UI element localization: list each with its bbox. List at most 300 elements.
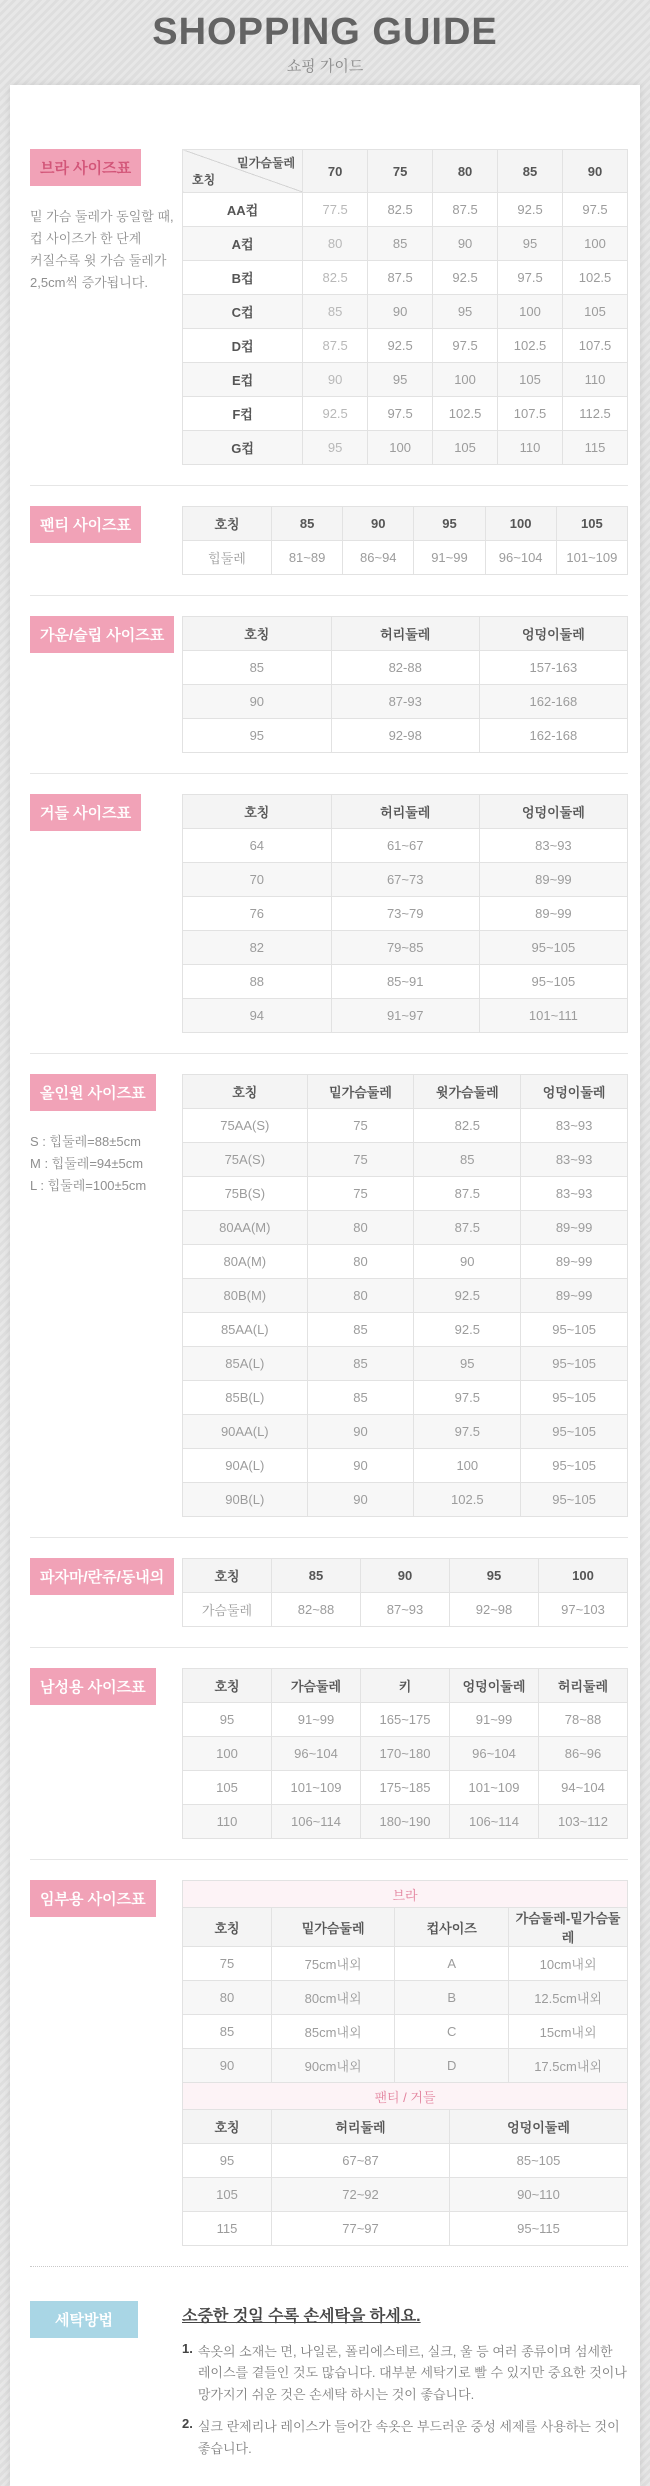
section-left-girdle (30, 794, 182, 831)
table-row (183, 1703, 628, 1737)
column-header-cell: 밑가슴둘레 (307, 1075, 414, 1109)
table-cell: 95 (433, 295, 498, 329)
table-cell: 75 (307, 1177, 414, 1211)
column-header-cell: 90 (563, 150, 628, 193)
table-cell: 90 (368, 295, 433, 329)
table-cell: 87~93 (361, 1593, 450, 1627)
table-cell: 82.5 (368, 193, 433, 227)
table-cell: 85~91 (331, 965, 479, 999)
note-line: 2,5cm씩 증가됩니다. (30, 275, 148, 291)
table-cell: 가슴둘레 (183, 1593, 272, 1627)
table-cell: C (395, 2015, 509, 2049)
table-cell: 110 (563, 363, 628, 397)
table-cell: 95 (183, 2144, 272, 2178)
table-row (183, 1347, 628, 1381)
column-header-cell: 키 (361, 1669, 450, 1703)
section-tables-gown (182, 616, 628, 753)
section-left-maternity (30, 1880, 182, 1917)
table-cell: 102.5 (414, 1483, 521, 1517)
table-cell: 96~104 (272, 1737, 361, 1771)
column-header-cell: 호칭 (183, 1669, 272, 1703)
table-cell: 15cm내외 (509, 2015, 628, 2049)
table-header-row (183, 1075, 628, 1109)
section-divider (30, 1647, 628, 1648)
column-header-cell: 85 (498, 150, 563, 193)
table-cell: 95~105 (521, 1313, 628, 1347)
section-left-bra (30, 149, 182, 294)
size-table (182, 1880, 628, 2083)
table-cell: 86~94 (343, 541, 414, 575)
table-cell: 90 (307, 1483, 414, 1517)
table-cell: 17.5cm내외 (509, 2049, 628, 2083)
table-row (183, 1313, 628, 1347)
table-cell: 85AA(L) (183, 1313, 308, 1347)
column-header-cell: 95 (450, 1559, 539, 1593)
table-cell: 103~112 (539, 1805, 628, 1839)
section-divider (30, 1537, 628, 1538)
washing-item-text: 실크 란제리나 레이스가 들어간 속옷은 부드러운 중성 세제를 사용하는 것이 좋습니다. (197, 2419, 620, 2456)
table-row (183, 1279, 628, 1313)
table-cell: 162-168 (479, 685, 627, 719)
table-cell: 95 (183, 719, 332, 753)
table-cell: 73~79 (331, 897, 479, 931)
column-header-cell: 밑가슴둘레 (272, 1908, 395, 1947)
table-cell: 105 (563, 295, 628, 329)
table-cell: 87.5 (414, 1177, 521, 1211)
table-cell: 95~105 (479, 965, 627, 999)
section-divider (30, 2266, 628, 2267)
washing-body (182, 2301, 628, 2470)
section-bra (30, 149, 628, 465)
table-cell: 80B(M) (183, 1279, 308, 1313)
table-cell: 90 (433, 227, 498, 261)
table-cell: 힙둘레 (183, 541, 272, 575)
table-cell: 81~89 (272, 541, 343, 575)
column-header-cell: 75 (368, 150, 433, 193)
table-cell: 115 (183, 2212, 272, 2246)
table-row (183, 227, 628, 261)
table-cell: 85 (307, 1381, 414, 1415)
size-table (182, 506, 628, 575)
table-cell: 95~105 (521, 1449, 628, 1483)
table-cell: 92.5 (414, 1279, 521, 1313)
section-badge-pajama: 파자마/란쥬/동내의 (30, 1558, 174, 1595)
table-cell: 86~96 (539, 1737, 628, 1771)
table-cell: 72~92 (272, 2178, 450, 2212)
table-cell: 92.5 (433, 261, 498, 295)
table-row (183, 1771, 628, 1805)
size-table (182, 2082, 628, 2246)
table-row (183, 261, 628, 295)
table-cell: 90A(L) (183, 1449, 308, 1483)
table-cell: 90B(L) (183, 1483, 308, 1517)
table-cell: 92.5 (303, 397, 368, 431)
table-cell: 91~99 (450, 1703, 539, 1737)
table-cell: 100 (433, 363, 498, 397)
table-cell: 95~105 (479, 931, 627, 965)
table-cell: 89~99 (479, 863, 627, 897)
table-cell: 83~93 (521, 1177, 628, 1211)
table-row (183, 1245, 628, 1279)
table-cell: 85 (303, 295, 368, 329)
section-badge-gown: 가운/슬립 사이즈표 (30, 616, 174, 653)
column-header-cell: 105 (556, 507, 627, 541)
table-caption-cell: 팬티 / 거들 (183, 2083, 628, 2110)
table-cell: 82.5 (414, 1109, 521, 1143)
table-cell: 79~85 (331, 931, 479, 965)
table-row (183, 193, 628, 227)
table-header-row (183, 617, 628, 651)
diagonal-header-cell (183, 150, 303, 193)
table-cell: 102.5 (563, 261, 628, 295)
page-subtitle: 쇼핑 가이드 (286, 57, 364, 75)
section-tables-allinone (182, 1074, 628, 1517)
row-label-cell: B컵 (183, 261, 303, 295)
table-cell: 77~97 (272, 2212, 450, 2246)
table-cell: 95 (498, 227, 563, 261)
table-cell: 157-163 (479, 651, 627, 685)
note-line: 밑 가슴 둘레가 동일할 때, (30, 209, 174, 224)
table-row (183, 2178, 628, 2212)
table-cell: 89~99 (479, 897, 627, 931)
table-cell: 75B(S) (183, 1177, 308, 1211)
table-row (183, 541, 628, 575)
washing-item-text: 속옷의 소재는 면, 나일론, 폴리에스테르, 실크, 울 등 여러 종류이며 섬세한 레이스를 곁들인 것도 많습니다. 대부분 세탁기로 빨 수 있지만 중요한 것이나 망가지기 쉬운 것은 손세탁 하시는 것이 좋습니다. (197, 2344, 627, 2402)
note-line: S : 힙둘레=88±5cm (30, 1134, 141, 1149)
section-notes-allinone (30, 1131, 174, 1197)
table-cell: 80A(M) (183, 1245, 308, 1279)
table-row (183, 685, 628, 719)
column-header-cell: 윗가슴둘레 (414, 1075, 521, 1109)
row-label-cell: AA컵 (183, 193, 303, 227)
column-header-cell: 엉덩이둘레 (450, 1669, 539, 1703)
table-cell: 106~114 (450, 1805, 539, 1839)
column-header-cell: 95 (414, 507, 485, 541)
table-row (183, 1981, 628, 2015)
table-cell: 90 (414, 1245, 521, 1279)
section-left-gown (30, 616, 182, 653)
table-cell: 170~180 (361, 1737, 450, 1771)
table-cell: 102.5 (498, 329, 563, 363)
table-row (183, 651, 628, 685)
row-label-cell: F컵 (183, 397, 303, 431)
table-cell: 90 (303, 363, 368, 397)
table-cell: 80 (307, 1279, 414, 1313)
table-cell: 92.5 (498, 193, 563, 227)
washing-items (182, 2341, 628, 2459)
column-header-cell: 허리둘레 (331, 795, 479, 829)
table-header-row (183, 507, 628, 541)
table-row (183, 1449, 628, 1483)
section-gown (30, 616, 628, 753)
table-row (183, 1415, 628, 1449)
table-cell: 89~99 (521, 1279, 628, 1313)
table-cell: 91~99 (414, 541, 485, 575)
section-divider (30, 595, 628, 596)
table-row (183, 295, 628, 329)
table-cell: 95~105 (521, 1483, 628, 1517)
column-header-cell: 허리둘레 (331, 617, 479, 651)
washing-title: 소중한 것일 수록 손세탁을 하세요. (182, 2308, 421, 2325)
size-table (182, 149, 628, 465)
table-cell: 87.5 (433, 193, 498, 227)
page-title: SHOPPING GUIDE (152, 11, 498, 53)
section-tables-maternity (182, 1880, 628, 2246)
content-card (10, 85, 640, 2486)
table-cell: 100 (414, 1449, 521, 1483)
table-row (183, 1947, 628, 1981)
table-cell: 82.5 (303, 261, 368, 295)
table-header-row (183, 150, 628, 193)
column-header-cell: 허리둘레 (272, 2110, 450, 2144)
column-header-cell: 호칭 (183, 2110, 272, 2144)
row-label-cell: D컵 (183, 329, 303, 363)
row-label-cell: A컵 (183, 227, 303, 261)
table-cell: 75cm내외 (272, 1947, 395, 1981)
table-cell: 92.5 (414, 1313, 521, 1347)
table-cell: 67~87 (272, 2144, 450, 2178)
table-cell: 106~114 (272, 1805, 361, 1839)
table-header-row (183, 1559, 628, 1593)
table-cell: 80 (307, 1245, 414, 1279)
table-cell: 100 (368, 431, 433, 465)
note-line: M : 힙둘레=94±5cm (30, 1156, 144, 1172)
table-row (183, 2015, 628, 2049)
table-cell: 100 (183, 1737, 272, 1771)
row-label-cell: G컵 (183, 431, 303, 465)
section-girdle (30, 794, 628, 1033)
table-cell: 10cm내외 (509, 1947, 628, 1981)
column-header-cell: 90 (343, 507, 414, 541)
table-row (183, 999, 628, 1033)
table-cell: 83~93 (521, 1109, 628, 1143)
size-table (182, 1558, 628, 1627)
table-cell: 105 (183, 2178, 272, 2212)
table-row (183, 829, 628, 863)
table-row (183, 965, 628, 999)
table-row (183, 1483, 628, 1517)
size-table (182, 1668, 628, 1839)
washing-item-number: 2. (182, 2416, 193, 2432)
page-header (0, 0, 650, 85)
washing-badge: 세탁방법 (30, 2301, 138, 2338)
table-cell: 87-93 (331, 685, 479, 719)
table-cell: 90AA(L) (183, 1415, 308, 1449)
table-cell: 78~88 (539, 1703, 628, 1737)
table-cell: 85 (307, 1313, 414, 1347)
table-row (183, 1593, 628, 1627)
table-cell: 105 (433, 431, 498, 465)
table-cell: 80 (303, 227, 368, 261)
table-cell: 107.5 (498, 397, 563, 431)
section-badge-men: 남성용 사이즈표 (30, 1668, 156, 1705)
column-header-cell: 가슴둘레 (272, 1669, 361, 1703)
diagonal-bottom-label: 호칭 (192, 173, 216, 187)
table-cell: 75A(S) (183, 1143, 308, 1177)
section-left-panty (30, 506, 182, 543)
column-header-cell: 엉덩이둘레 (450, 2110, 628, 2144)
table-cell: 97.5 (498, 261, 563, 295)
table-cell: 110 (183, 1805, 272, 1839)
table-cell: 90 (307, 1449, 414, 1483)
table-cell: 87.5 (303, 329, 368, 363)
table-cell: 75 (307, 1143, 414, 1177)
table-cell: 95~115 (450, 2212, 628, 2246)
table-row (183, 1211, 628, 1245)
note-line: 커질수록 윗 가슴 둘레가 (30, 253, 167, 269)
table-cell: B (395, 1981, 509, 2015)
section-divider (30, 773, 628, 774)
section-tables-men (182, 1668, 628, 1839)
table-cell: 95 (183, 1703, 272, 1737)
table-cell: 85A(L) (183, 1347, 308, 1381)
table-cell: 97.5 (414, 1415, 521, 1449)
table-cell: D (395, 2049, 509, 2083)
table-cell: 95~105 (521, 1347, 628, 1381)
note-line: L : 힙둘레=100±5cm (30, 1178, 147, 1194)
table-row (183, 2144, 628, 2178)
table-cell: 76 (183, 897, 332, 931)
section-left-allinone (30, 1074, 182, 1197)
table-cell: 83~93 (479, 829, 627, 863)
washing-left (30, 2301, 182, 2338)
section-badge-allinone: 올인원 사이즈표 (30, 1074, 156, 1111)
table-cell: 61~67 (331, 829, 479, 863)
table-cell: 90 (307, 1415, 414, 1449)
column-header-cell: 호칭 (183, 1075, 308, 1109)
section-maternity (30, 1880, 628, 2246)
washing-item-number: 1. (182, 2341, 193, 2356)
table-cell: 77.5 (303, 193, 368, 227)
table-row (183, 1143, 628, 1177)
table-cell: 94 (183, 999, 332, 1033)
table-cell: 90 (183, 2049, 272, 2083)
table-cell: 85 (414, 1143, 521, 1177)
sections-root (30, 149, 628, 2267)
note-line: 컵 사이즈가 한 단계 (30, 231, 142, 247)
table-cell: 175~185 (361, 1771, 450, 1805)
table-row (183, 397, 628, 431)
column-header-cell: 호칭 (183, 1908, 272, 1947)
row-label-cell: C컵 (183, 295, 303, 329)
table-cell: 85 (183, 2015, 272, 2049)
table-row (183, 1381, 628, 1415)
table-cell: 115 (563, 431, 628, 465)
table-cell: 90 (183, 685, 332, 719)
table-row (183, 897, 628, 931)
table-cell: 102.5 (433, 397, 498, 431)
washing-item (182, 2416, 628, 2459)
diagonal-top-label: 밑가슴둘레 (237, 156, 296, 170)
table-caption-row (183, 1881, 628, 1908)
table-cell: 64 (183, 829, 332, 863)
section-tables-bra (182, 149, 628, 465)
table-cell: 83~93 (521, 1143, 628, 1177)
table-row (183, 1805, 628, 1839)
table-cell: 75 (183, 1947, 272, 1981)
table-cell: 80 (307, 1211, 414, 1245)
table-cell: 12.5cm내외 (509, 1981, 628, 2015)
washing-section (30, 2287, 628, 2470)
column-header-cell: 엉덩이둘레 (521, 1075, 628, 1109)
section-badge-maternity: 임부용 사이즈표 (30, 1880, 156, 1917)
section-tables-panty (182, 506, 628, 575)
table-header-row (183, 795, 628, 829)
table-cell: 75AA(S) (183, 1109, 308, 1143)
column-header-cell: 가슴둘레-밑가슴둘레 (509, 1908, 628, 1947)
table-cell: 87.5 (368, 261, 433, 295)
table-cell: 95~105 (521, 1415, 628, 1449)
section-badge-bra: 브라 사이즈표 (30, 149, 141, 186)
table-cell: 97~103 (539, 1593, 628, 1627)
table-cell: 85 (368, 227, 433, 261)
column-header-cell: 호칭 (183, 617, 332, 651)
column-header-cell: 80 (433, 150, 498, 193)
table-cell: A (395, 1947, 509, 1981)
table-row (183, 1109, 628, 1143)
row-label-cell: E컵 (183, 363, 303, 397)
table-cell: 80AA(M) (183, 1211, 308, 1245)
table-row (183, 329, 628, 363)
table-header-row (183, 1908, 628, 1947)
table-cell: 85~105 (450, 2144, 628, 2178)
section-divider (30, 1859, 628, 1860)
section-tables-girdle (182, 794, 628, 1033)
table-cell: 94~104 (539, 1771, 628, 1805)
section-left-men (30, 1668, 182, 1705)
washing-item (182, 2341, 628, 2405)
table-cell: 87.5 (414, 1211, 521, 1245)
table-row (183, 363, 628, 397)
table-row (183, 2212, 628, 2246)
table-cell: 101~109 (272, 1771, 361, 1805)
table-cell: 101~111 (479, 999, 627, 1033)
table-cell: 82 (183, 931, 332, 965)
table-row (183, 719, 628, 753)
table-cell: 97.5 (368, 397, 433, 431)
column-header-cell: 호칭 (183, 795, 332, 829)
table-cell: 90cm내외 (272, 2049, 395, 2083)
table-cell: 105 (498, 363, 563, 397)
column-header-cell: 엉덩이둘레 (479, 795, 627, 829)
section-allinone (30, 1074, 628, 1517)
table-caption-row (183, 2083, 628, 2110)
table-cell: 101~109 (450, 1771, 539, 1805)
table-cell: 82-88 (331, 651, 479, 685)
table-cell: 92-98 (331, 719, 479, 753)
table-cell: 110 (498, 431, 563, 465)
table-cell: 100 (498, 295, 563, 329)
table-cell: 85 (183, 651, 332, 685)
section-notes-bra (30, 206, 174, 294)
table-cell: 96~104 (450, 1737, 539, 1771)
section-badge-girdle: 거들 사이즈표 (30, 794, 141, 831)
column-header-cell: 컵사이즈 (395, 1908, 509, 1947)
table-cell: 97.5 (414, 1381, 521, 1415)
table-cell: 80cm내외 (272, 1981, 395, 2015)
table-cell: 91~97 (331, 999, 479, 1033)
table-cell: 95 (368, 363, 433, 397)
column-header-cell: 70 (303, 150, 368, 193)
table-cell: 85B(L) (183, 1381, 308, 1415)
section-divider (30, 485, 628, 486)
table-cell: 112.5 (563, 397, 628, 431)
table-cell: 70 (183, 863, 332, 897)
table-cell: 90~110 (450, 2178, 628, 2212)
section-tables-pajama (182, 1558, 628, 1627)
table-header-row (183, 2110, 628, 2144)
size-table (182, 616, 628, 753)
